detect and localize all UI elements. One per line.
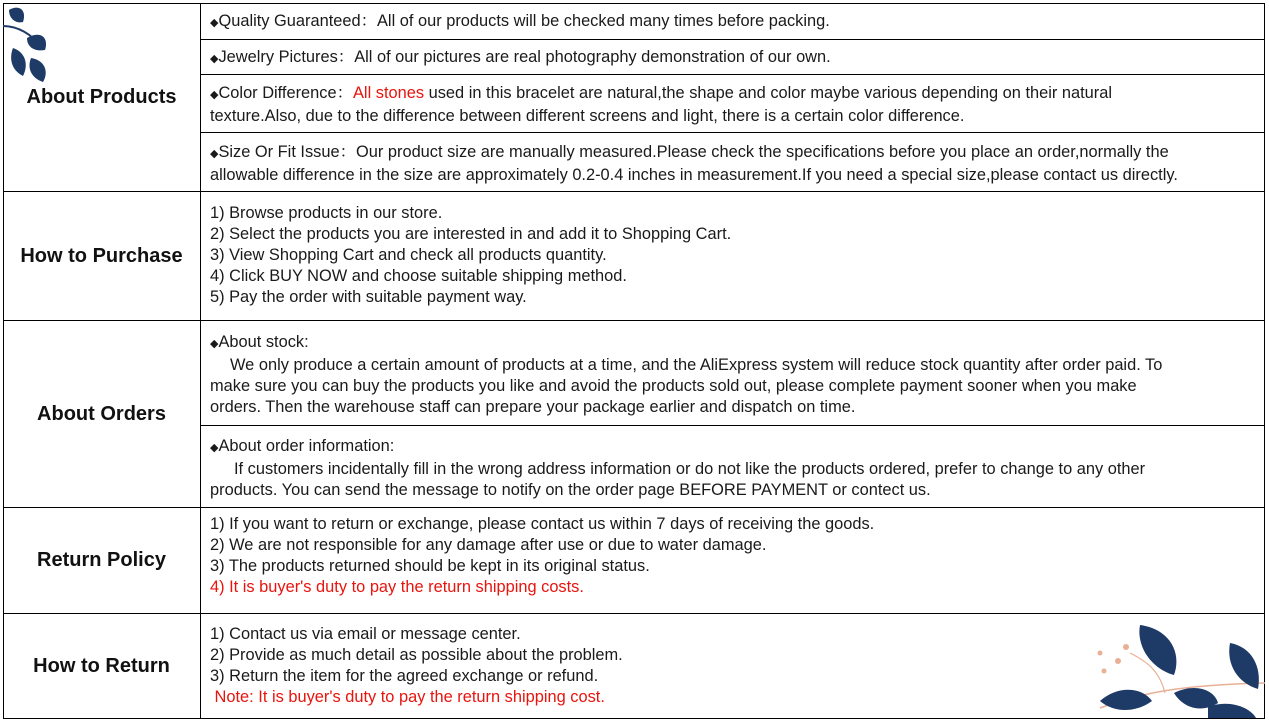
quality-guaranteed: ◆Quality Guaranteed：All of our products will be checked many times before packing.: [210, 12, 830, 30]
diamond-bullet-icon: ◆: [210, 148, 219, 160]
label-about-products: About Products: [26, 86, 177, 108]
diamond-bullet-icon: ◆: [210, 53, 219, 65]
purchase-steps: [201, 192, 1265, 308]
list-item: 1) If you want to return or exchange, please contact us within 7 days of receiving the goods.: [210, 515, 875, 533]
label-about-orders: About Orders: [37, 402, 166, 425]
return-note: Note: It is buyer's duty to pay the return shipping cost.: [210, 688, 605, 706]
diamond-bullet-icon: ◆: [210, 17, 219, 29]
list-item: 2) Select the products you are interested in and add it to Shopping Cart.: [210, 225, 732, 243]
list-item: 3) View Shopping Cart and check all products quantity.: [210, 246, 607, 264]
list-item: 2) We are not responsible for any damage after use or due to water damage.: [210, 536, 767, 554]
about-order-information: ◆About order information: If customers incidentally fill in the wrong address information or do not like the products ordered, prefer to change to any other products. You can send the message to notify on the order page BEFORE PAYMENT or contect us.: [201, 425, 1265, 508]
list-item: 3) Return the item for the agreed exchange or refund.: [210, 667, 599, 685]
list-item-shipping-cost-warning: 4) It is buyer's duty to pay the return shipping costs.: [210, 578, 584, 596]
label-return-policy: Return Policy: [37, 549, 166, 571]
row-about-products: [3, 3, 1265, 191]
size-fit-issue: ◆Size Or Fit Issue：Our product size are manually measured.Please check the specifications before you place an order,normally the allowable difference in the size are approximately 0.2-0.4 inches in measurement.If you need a special size,please contact us directly.: [201, 132, 1265, 192]
list-item: 3) The products returned should be kept in its original status.: [210, 557, 650, 575]
return-policy-items: [201, 508, 1265, 598]
row-return-policy: [3, 507, 1265, 613]
list-item: 5) Pay the order with suitable payment way.: [210, 288, 527, 306]
row-how-to-purchase: [3, 191, 1265, 320]
list-item: 1) Contact us via email or message center.: [210, 625, 521, 643]
color-difference: ◆Color Difference：All stones used in this bracelet are natural,the shape and color maybe various depending on their natural texture.Also, due to the difference between different screens and light, there is a certain color difference.: [201, 74, 1265, 132]
label-how-to-return: How to Return: [33, 654, 170, 677]
list-item: 2) Provide as much detail as possible about the problem.: [210, 646, 623, 664]
row-about-orders: [3, 320, 1265, 507]
about-stock: ◆About stock: We only produce a certain amount of products at a time, and the AliExpress system will reduce stock quantity after order paid. To make sure you can buy the products you like and avoid the products sold out, please complete payment sooner when you make orders. Then the warehouse staff can prepare your package earlier and dispatch on time.: [210, 333, 1163, 416]
diamond-bullet-icon: ◆: [210, 89, 219, 101]
list-item: 4) Click BUY NOW and choose suitable shipping method.: [210, 267, 627, 285]
diamond-bullet-icon: ◆: [210, 338, 219, 350]
row-how-to-return: [3, 613, 1265, 719]
jewelry-pictures: ◆Jewelry Pictures：All of our pictures are real photography demonstration of our own.: [201, 39, 1265, 74]
list-item: 1) Browse products in our store.: [210, 204, 443, 222]
diamond-bullet-icon: ◆: [210, 442, 219, 454]
label-how-to-purchase: How to Purchase: [20, 244, 183, 267]
leaf-branch-decoration-icon: [1090, 623, 1265, 718]
all-stones-highlight: All stones: [353, 84, 425, 102]
policy-table: [3, 3, 1265, 719]
